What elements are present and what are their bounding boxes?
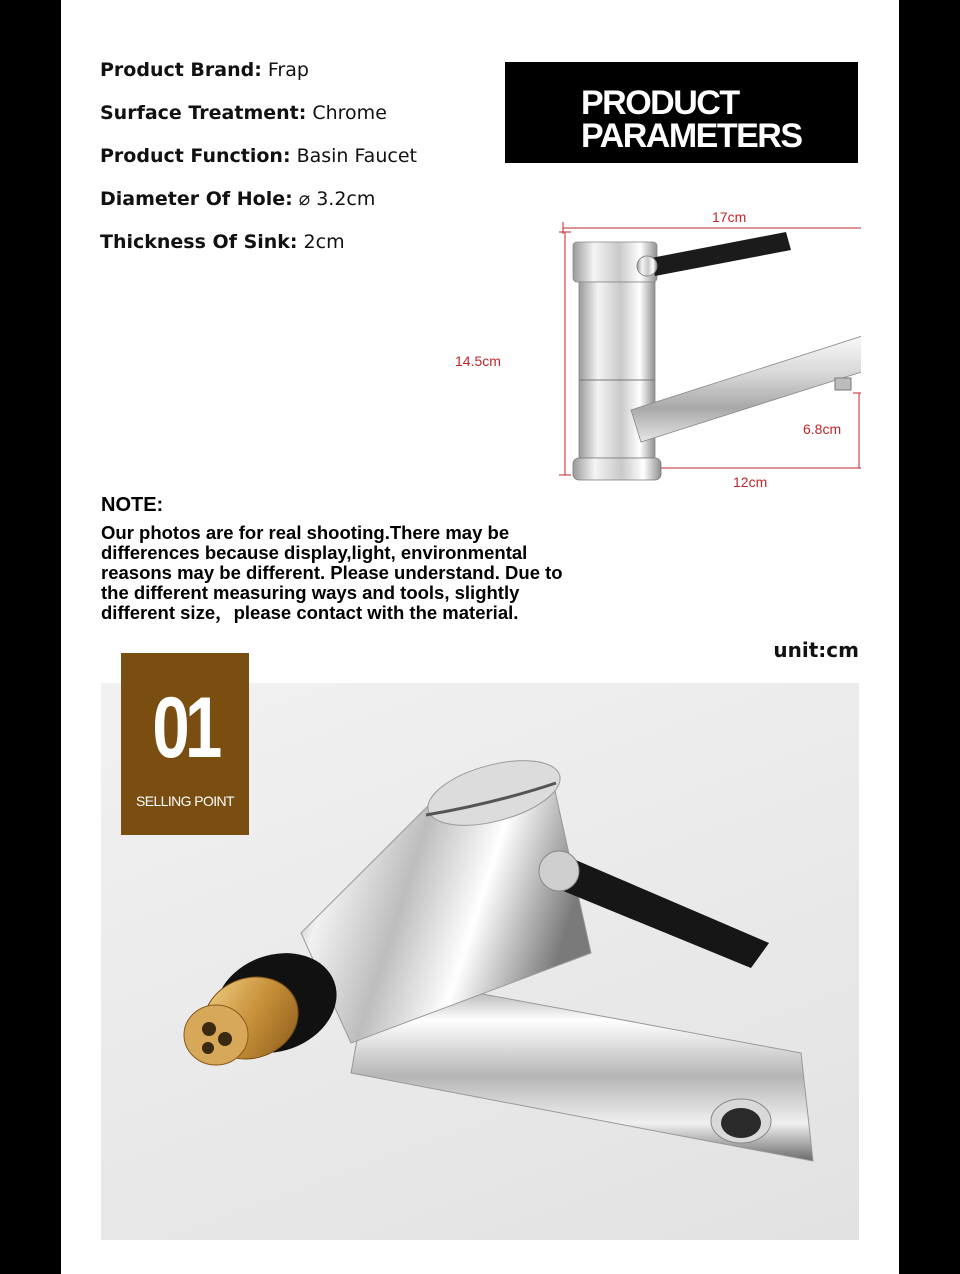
- spec-list: [100, 56, 417, 271]
- selling-point-badge: [121, 653, 249, 835]
- note-body: Our photos are for real shooting.There may be differences because display,light, environmental reasons may be different. Please understand. Due to the different measuring ways and tools, slightly different size，please contact with the material.: [101, 522, 563, 623]
- spec-function: Product Function: Basin Faucet: [100, 145, 417, 167]
- dim-spout-height: 6.8cm: [803, 421, 842, 437]
- dimension-diagram: [441, 200, 861, 495]
- dim-height: 14.5cm: [455, 353, 501, 369]
- dim-width-total: 17cm: [712, 209, 747, 225]
- badge-number: 01: [152, 680, 218, 776]
- unit-label: unit:cm: [773, 638, 859, 662]
- banner-line-2: PARAMETERS: [581, 117, 802, 155]
- spec-brand: Product Brand: Frap: [100, 59, 309, 81]
- spec-sink-thickness: Thickness Of Sink: 2cm: [100, 231, 345, 253]
- spec-surface: Surface Treatment: Chrome: [100, 102, 387, 124]
- faucet-dimension-drawing: [441, 200, 861, 495]
- badge-label: SELLING POINT: [135, 793, 234, 809]
- product-page: [61, 0, 899, 1274]
- banner-line-1: PRODUCT: [581, 84, 739, 122]
- product-parameters-banner: [505, 62, 858, 163]
- spec-hole-diameter: Diameter Of Hole: ⌀ 3.2cm: [100, 188, 376, 210]
- dim-spout-reach: 12cm: [733, 474, 768, 490]
- note-title: NOTE:: [101, 494, 164, 516]
